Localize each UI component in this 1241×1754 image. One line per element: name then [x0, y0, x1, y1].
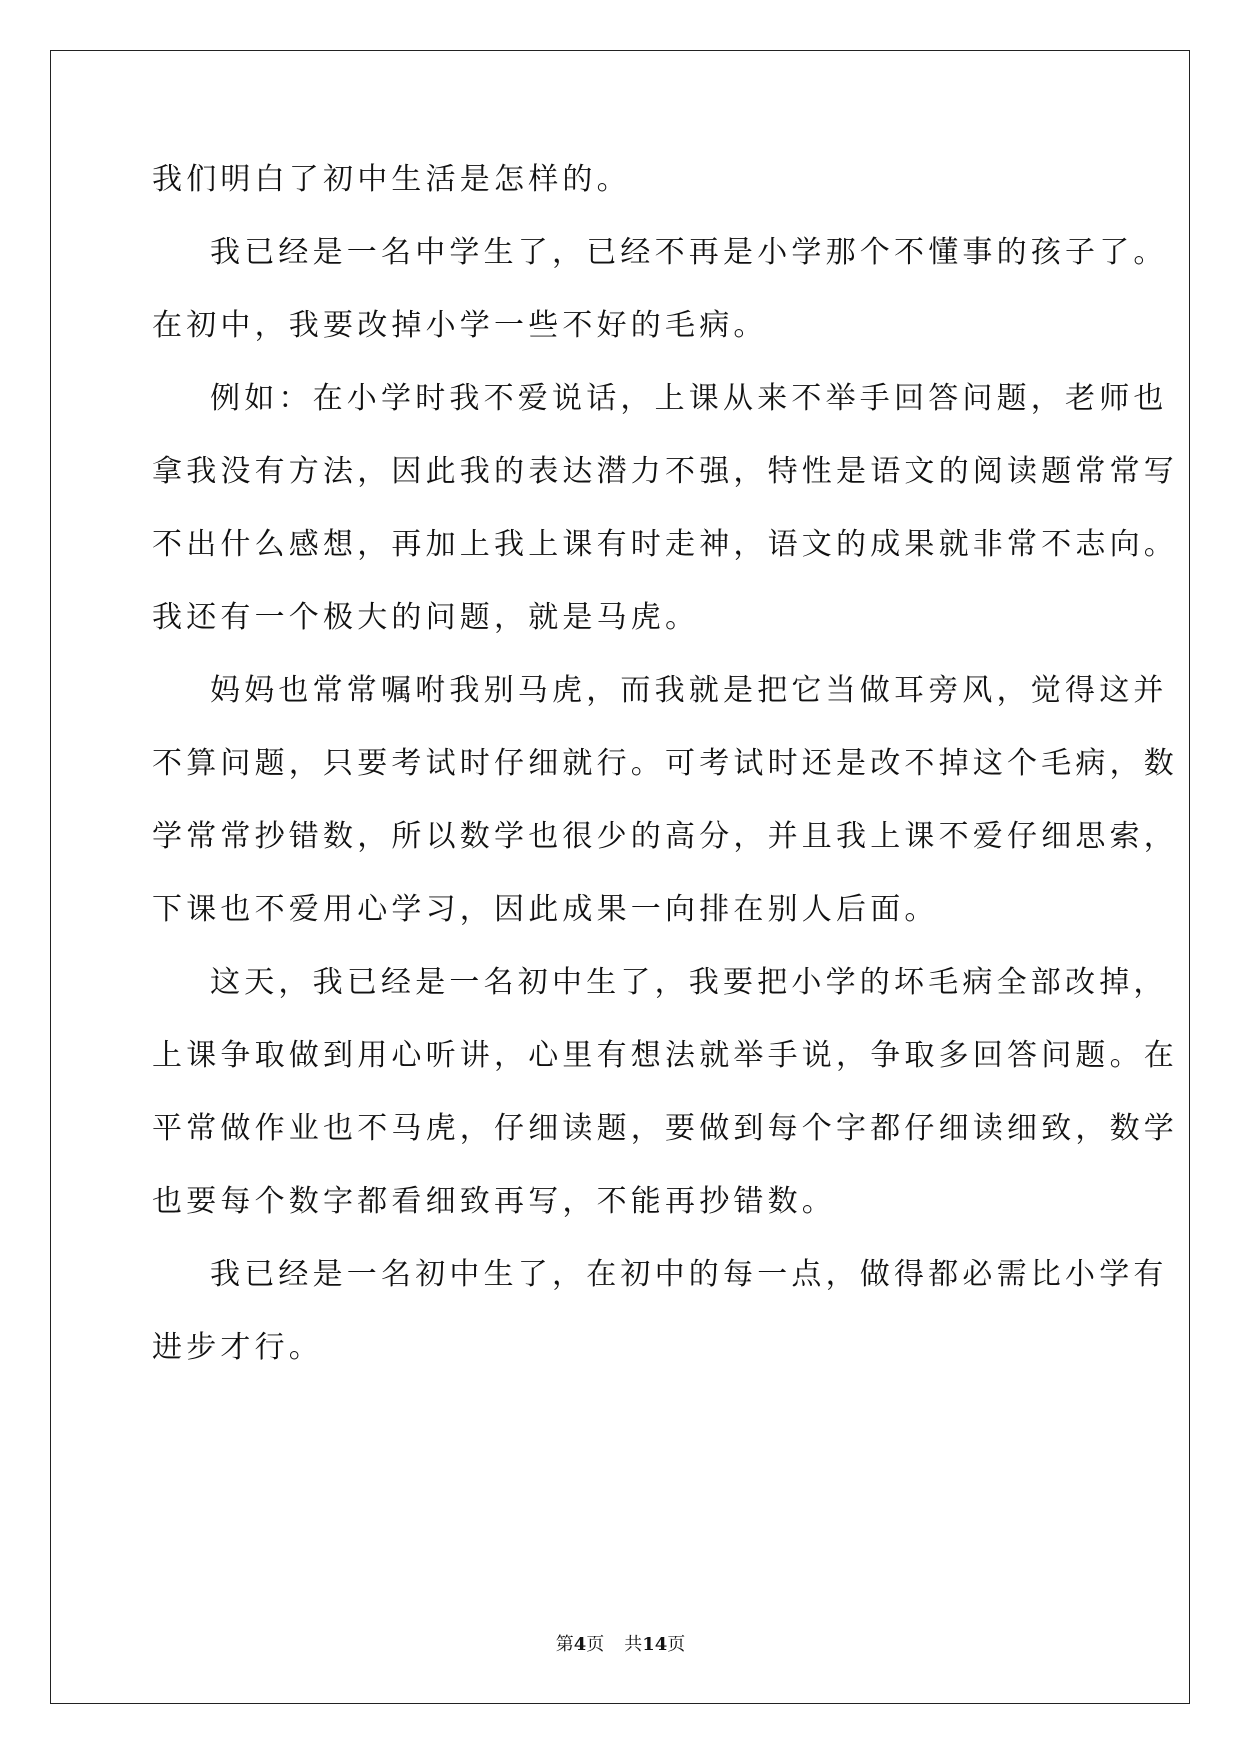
page-suffix: 页 — [586, 1634, 605, 1655]
total-suffix: 页 — [667, 1634, 686, 1655]
text-line: 拿我没有方法，因此我的表达潜力不强，特性是语文的阅读题常常写 — [152, 454, 1178, 489]
text-line: 不出什么感想，再加上我上课有时走神，语文的成果就非常不志向。 — [152, 527, 1178, 562]
text-line: 平常做作业也不马虎，仔细读题，要做到每个字都仔细读细致，数学 — [152, 1111, 1178, 1146]
paragraph-first-line: 我已经是一名初中生了，在初中的每一点，做得都必需比小学有 — [210, 1257, 1168, 1292]
text-line: 下课也不爱用心学习，因此成果一向排在别人后面。 — [152, 892, 939, 927]
text-line: 也要每个数字都看细致再写，不能再抄错数。 — [152, 1184, 836, 1219]
paragraph-first-line: 例如：在小学时我不爱说话，上课从来不举手回答问题，老师也 — [210, 381, 1168, 416]
text-line: 我还有一个极大的问题，就是马虎。 — [152, 600, 700, 635]
text-line: 学常常抄错数，所以数学也很少的高分，并且我上课不爱仔细思索， — [152, 819, 1178, 854]
text-line: 在初中，我要改掉小学一些不好的毛病。 — [152, 308, 768, 343]
text-line: 我们明白了初中生活是怎样的。 — [152, 162, 631, 197]
text-line: 不算问题，只要考试时仔细就行。可考试时还是改不掉这个毛病，数 — [152, 746, 1178, 781]
total-pages: 14 — [642, 1634, 668, 1655]
page-border — [50, 50, 1190, 1704]
page-footer — [0, 1633, 1241, 1657]
paragraph-first-line: 妈妈也常常嘱咐我别马虎，而我就是把它当做耳旁风，觉得这并 — [210, 673, 1168, 708]
text-line: 上课争取做到用心听讲，心里有想法就举手说，争取多回答问题。在 — [152, 1038, 1178, 1073]
page-prefix: 第 — [555, 1634, 574, 1655]
total-prefix: 共 — [624, 1634, 643, 1655]
page-number: 4 — [573, 1634, 587, 1655]
text-line: 进步才行。 — [152, 1330, 323, 1365]
paragraph-first-line: 这天，我已经是一名初中生了，我要把小学的坏毛病全部改掉， — [210, 965, 1168, 1000]
paragraph-first-line: 我已经是一名中学生了，已经不再是小学那个不懂事的孩子了。 — [210, 235, 1168, 270]
